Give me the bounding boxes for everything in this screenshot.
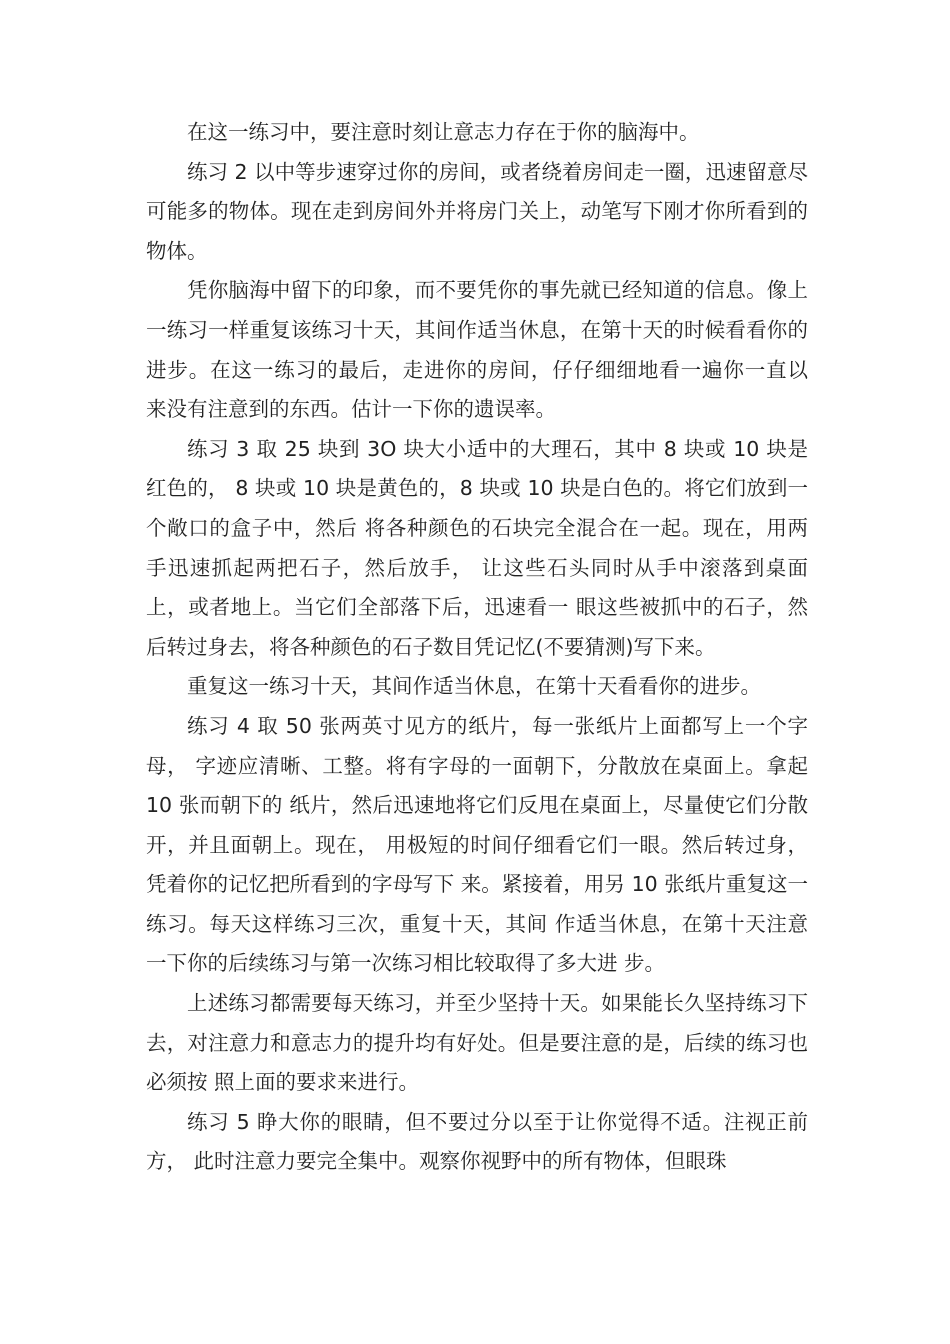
paragraph-4: 练习 3 取 25 块到 3O 块大小适中的大理石，其中 8 块或 10 块是红色的， 8 块或 10 块是黄色的，8 块或 10 块是白色的。将它们放到一个敞口的盒子中，然后 将各种颜色的石块完全混合在一起。现在，用两手迅速抓起两把石子，然后放手， 让这些石头同时从手中滚落到桌面上，或者地上。当它们全部落下后，迅速看一 眼这些被抓中的石子，然后转过身去，将各种颜色的石子数目凭记忆(不要猜测)写下来。 (146, 436, 808, 659)
paragraph-1: 在这一练习中，要注意时刻让意志力存在于你的脑海中。 (187, 120, 700, 144)
paragraph-7: 上述练习都需要每天练习，并至少坚持十天。如果能长久坚持练习下 去，对注意力和意志力的提升均有好处。但是要注意的是，后续的练习也必须按 照上面的要求来进行。 (146, 991, 815, 1095)
document-body (146, 113, 815, 1182)
paragraph-5: 重复这一练习十天，其间作适当休息，在第十天看看你的进步。 (187, 674, 761, 699)
paragraph-6: 练习 4 取 50 张两英寸见方的纸片，每一张纸片上面都写上一个字母， 字迹应清晰、工整。将有字母的一面朝下，分散放在桌面上。拿起 10 张而朝下的 纸片，然后迅速地将它们反甩在桌面上，尽量使它们分散开，并且面朝上。现在， 用极短的时间仔细看它们一眼。然后转过身，凭着你的记忆把所看到的字母写下 来。紧接着，用另 10 张纸片重复这一练习。每天这样练习三次，重复十天，其间 作适当休息，在第十天注意一下你的后续练习与第一次练习相比较取得了多大进 步。 (146, 713, 815, 976)
paragraph-2: 练习 2 以中等步速穿过你的房间，或者绕着房间走一圈，迅速留意尽 可能多的物体。现在走到房间外并将房门关上，动笔写下刚才你所看到的物体。 (146, 159, 815, 263)
paragraph-3: 凭你脑海中留下的印象，而不要凭你的事先就已经知道的信息。像上一练习一样重复该练习十天，其间作适当休息，在第十天的时候看看你的进步。在这一练习的最后，走进你的房间，仔仔细细地看一遍你一直以 来没有注意到的东西。估计一下你的遗误率。 (146, 278, 815, 422)
paragraph-8: 练习 5 睁大你的眼睛，但不要过分以至于让你觉得不适。注视正前方， 此时注意力要完全集中。观察你视野中的所有物体，但眼珠 (146, 1109, 808, 1174)
